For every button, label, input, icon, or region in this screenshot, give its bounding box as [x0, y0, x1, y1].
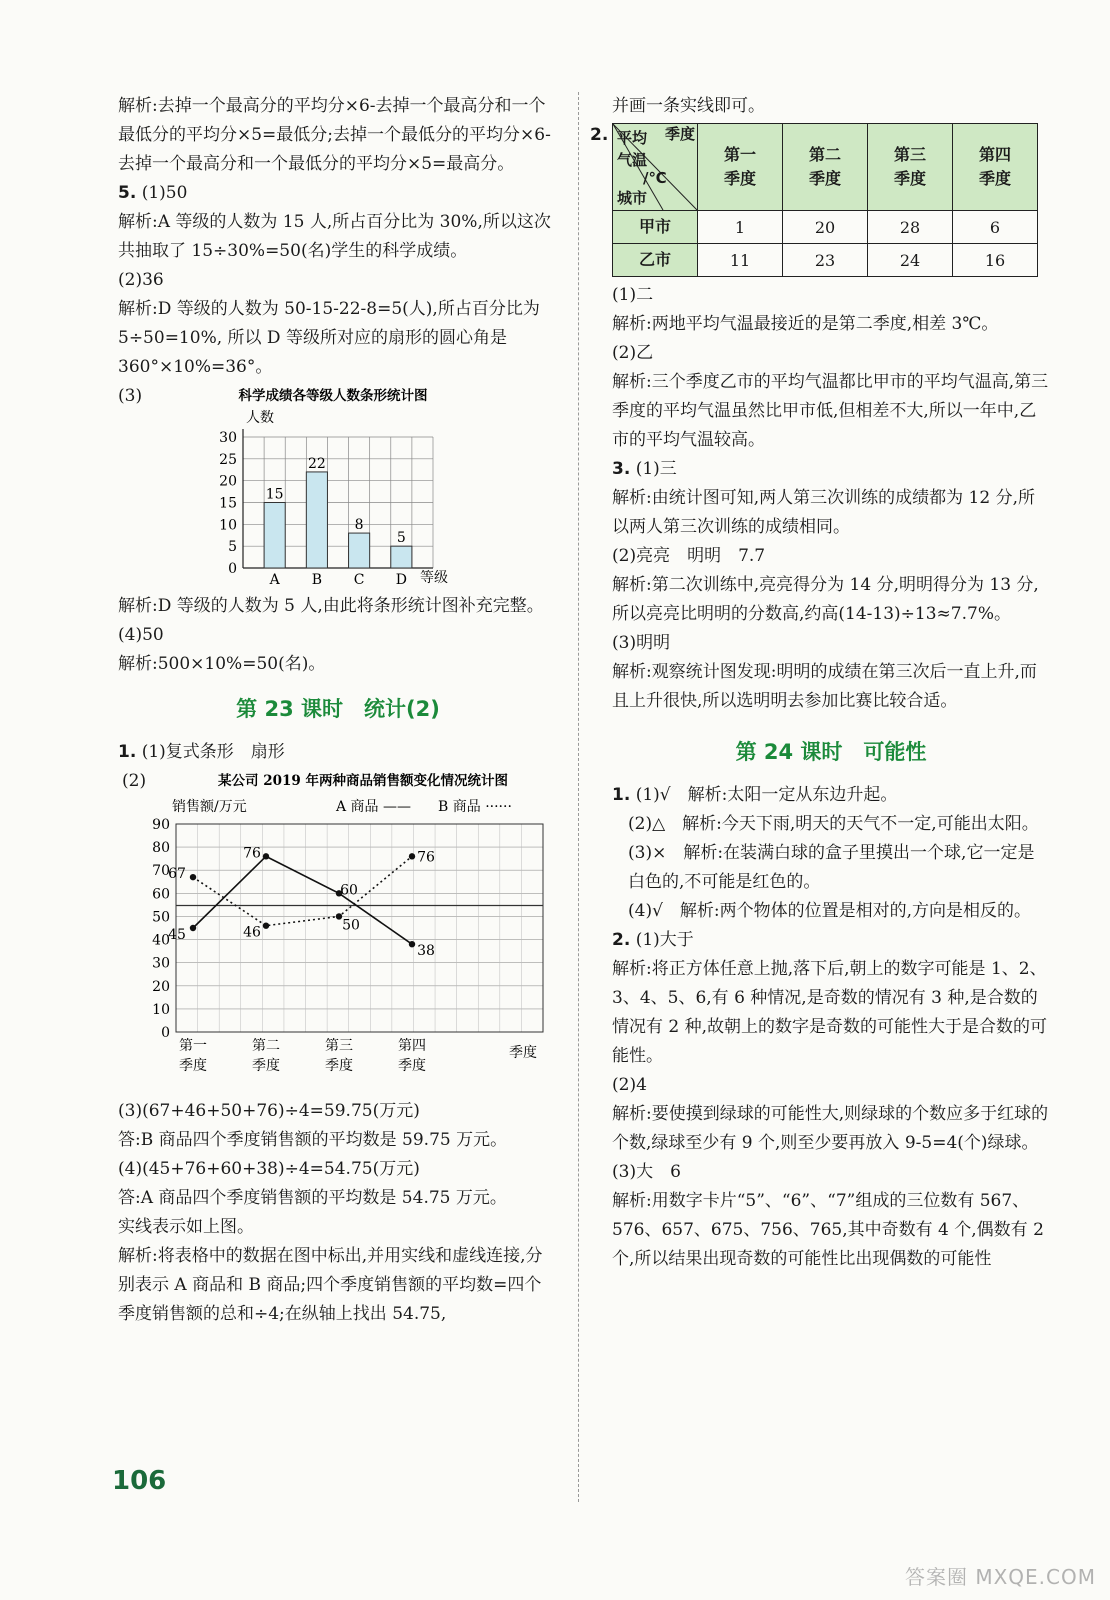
bar-value-label: 22: [307, 455, 326, 472]
s23-q1-part3-answer: 答:B 商品四个季度销售额的平均数是 59.75 万元。: [118, 1130, 508, 1150]
q3-part2-explanation: 解析:第二次训练中,亮亮得分为 14 分,明明得分为 13 分,所以亮亮比明明的分数高,约高(14-13)÷13≈7.7%。: [612, 575, 1039, 624]
line-point-label: 50: [342, 917, 360, 934]
section-title-24: 第 24 课时 可能性: [735, 740, 927, 764]
column-divider: [578, 92, 579, 1502]
bar-value-label: 5: [396, 530, 406, 547]
line-y-tick-label: 20: [152, 978, 170, 995]
line-y-tick-label: 90: [152, 817, 170, 833]
watermark: 答案圈 MXQE.COM: [904, 1565, 1096, 1589]
q2-part1-explanation: 解析:两地平均气温最接近的是第二季度,相差 3℃。: [612, 314, 999, 334]
table-city-cell: 乙市: [613, 244, 698, 277]
q5-number: 5.: [118, 183, 137, 203]
q3-part3-explanation: 解析:观察统计图发现:明明的成绩在第三次后一直上升,而且上升很快,所以选明明去参加比赛比较合适。: [612, 662, 1037, 711]
q3-part1-explanation: 解析:由统计图可知,两人第三次训练的成绩都为 12 分,所以两人第三次训练的成绩相同。: [612, 488, 1035, 537]
table-header-row: [613, 124, 1038, 211]
line-x-tick-label: 第三: [325, 1038, 353, 1054]
q5-part3-explanation: 解析:D 等级的人数为 5 人,由此将条形统计图补充完整。: [118, 596, 544, 616]
bar-chart-xlabel: 等级: [420, 570, 448, 586]
s23-q1-part3: (3)(67+46+50+76)÷4=59.75(万元): [118, 1101, 420, 1121]
table-header-q2-text: 第二季度: [808, 145, 841, 188]
q2-part1-answer: (1)二: [612, 285, 654, 305]
q5-part3-label: (3): [118, 386, 143, 406]
table-header-q2: [783, 124, 868, 211]
bar-D: [391, 546, 412, 568]
line-chart-legend-b: B 商品 ······: [438, 799, 512, 815]
bar-category-label: D: [395, 572, 407, 588]
table-cell: 24: [868, 244, 953, 277]
q3-part1-text: (1)三: [635, 459, 677, 479]
s24-q2-part1-text: (1)大于: [635, 930, 694, 950]
table-header-q1-text: 第一季度: [723, 145, 756, 188]
s24-q1-number: 1.: [612, 785, 631, 805]
series-a-point: [190, 925, 196, 931]
page-number: 106: [112, 1466, 167, 1496]
corner-city-label: 城市: [617, 189, 648, 207]
s24-q2-part3-explanation: 解析:用数字卡片“5”、“6”、“7”组成的三位数有 567、576、657、675、756、765,其中奇数有 4 个,偶数有 2 个,所以结果出现奇数的可能性比出现偶数的可能性: [612, 1191, 1044, 1269]
temperature-table: [612, 123, 1038, 277]
line-chart-legend-a: A 商品 ——: [336, 799, 412, 815]
line-point-label: 45: [168, 927, 186, 943]
line-point-label: 46: [243, 924, 261, 941]
right-column: [590, 92, 1050, 1274]
table-corner-cell: [613, 124, 698, 211]
q4-explanation: 解析:去掉一个最高分的平均分×6-去掉一个最高分和一个最低分的平均分×5=最低分;去掉一个最低分的平均分×6-去掉一个最高分和一个最低分的平均分×5=最高分。: [118, 96, 551, 174]
line-point-label: 76: [417, 849, 435, 866]
bar-y-tick-label: 25: [219, 451, 237, 468]
q3-part1-answer: [612, 455, 1050, 484]
q2-part2-explanation: 解析:三个季度乙市的平均气温都比甲市的平均气温高,第三季度的平均气温虽然比甲市低,但相差不大,所以一年中,乙市的平均气温较高。: [612, 372, 1049, 450]
table-header-q3-text: 第三季度: [893, 145, 926, 188]
s23-q1-part4-answer: 答:A 商品四个季度销售额的平均数是 54.75 万元。: [118, 1188, 507, 1208]
q3-number: 3.: [612, 459, 631, 479]
bar-y-tick-label: 15: [219, 495, 237, 512]
s24-q1-item4: (4)√ 解析:两个物体的位置是相对的,方向是相反的。: [628, 901, 1032, 921]
line-point-label: 76: [243, 845, 261, 862]
line-chart-marks: [168, 845, 543, 959]
bar-y-tick-label: 10: [219, 517, 237, 534]
s23-q1-part1: [118, 738, 558, 767]
line-x-tick-label: 第一: [179, 1038, 207, 1054]
corner-temp-label: 气温: [617, 151, 648, 169]
q5-part1-explanation: 解析:A 等级的人数为 15 人,所占百分比为 30%,所以这次共抽取了 15÷30%=50(名)学生的科学成绩。: [118, 212, 551, 261]
bar-A: [264, 503, 285, 569]
line-chart-grid: [152, 817, 543, 1074]
s24-q2-part1-answer: [612, 926, 1050, 955]
line-y-tick-label: 0: [161, 1025, 170, 1041]
bar-chart-ylabel: 人数: [246, 410, 274, 426]
series-b-line: [193, 856, 412, 925]
series-a-point: [409, 941, 415, 947]
line-x-tick-label-2: 季度: [179, 1058, 207, 1074]
q5-part1-answer: [118, 179, 558, 208]
bar-value-label: 8: [354, 517, 364, 534]
line-y-tick-label: 30: [152, 955, 170, 972]
table-cell: 6: [953, 211, 1038, 244]
s23-q1-part4-note: 实线表示如上图。: [118, 1217, 254, 1237]
s23-q1-part2-block: [118, 767, 558, 1097]
s24-q1-item1: [612, 781, 1050, 810]
s24-q1-item1-text: (1)√ 解析:太阳一定从东边升起。: [635, 785, 898, 805]
s23-q1-number: 1.: [118, 742, 137, 762]
s23-q1-part1-text: (1)复式条形 扇形: [141, 742, 285, 762]
line-x-tick-label: 第四: [398, 1038, 426, 1054]
q2-number: 2.: [590, 125, 609, 145]
corner-top-label: 季度: [664, 125, 695, 143]
bar-chart: [118, 382, 558, 592]
table-cell: 1: [698, 211, 783, 244]
series-b-point: [263, 922, 269, 928]
s23-q1-explanation: 解析:将表格中的数据在图中标出,并用实线和虚线连接,分别表示 A 商品和 B 商品;四个季度销售额的平均数=四个季度销售额的总和÷4;在纵轴上找出 54.75,: [118, 1246, 543, 1324]
line-x-tick-label-2: 季度: [325, 1058, 353, 1074]
s24-q2-part3-answer: (3)大 6: [612, 1162, 681, 1182]
table-city-cell: 甲市: [613, 211, 698, 244]
line-chart-xlabel: 季度: [509, 1045, 537, 1061]
series-a-point: [263, 853, 269, 859]
bar-y-tick-label: 5: [228, 539, 237, 556]
s24-q2-part2-answer: (2)4: [612, 1075, 647, 1095]
table-cell: 20: [783, 211, 868, 244]
bar-value-label: 15: [265, 486, 284, 503]
line-y-tick-label: 40: [152, 932, 170, 949]
s23-q1-part2-label: (2): [122, 771, 147, 791]
line-x-tick-label: 第二: [252, 1038, 280, 1054]
table-row: [613, 244, 1038, 277]
line-y-tick-label: 80: [152, 840, 170, 857]
bar-category-label: A: [269, 572, 280, 588]
corner-avg-label: 平均: [617, 129, 648, 147]
bar-C: [349, 533, 370, 568]
s24-q2-part1-explanation: 解析:将正方体任意上抛,落下后,朝上的数字可能是 1、2、3、4、5、6,有 6 种情况,是奇数的情况有 3 种,是合数的情况有 2 种,故朝上的数字是奇数的可能性大于是合数的可能性。: [612, 959, 1048, 1066]
line-y-tick-label: 60: [152, 886, 170, 903]
q5-part4-explanation: 解析:500×10%=50(名)。: [118, 654, 326, 674]
line-point-label: 60: [340, 882, 358, 899]
q3-part2-answer: (2)亮亮 明明 7.7: [612, 546, 766, 566]
bar-y-tick-label: 0: [228, 561, 237, 577]
series-a-line: [193, 856, 412, 944]
line-point-label: 67: [168, 866, 186, 883]
s24-q2-number: 2.: [612, 930, 631, 950]
bar-B: [306, 472, 327, 568]
series-b-point: [190, 874, 196, 880]
corner-unit-label: /℃: [643, 169, 667, 187]
q5-part4-answer: (4)50: [118, 625, 164, 645]
q2-part2-answer: (2)乙: [612, 343, 654, 363]
table-cell: 16: [953, 244, 1038, 277]
q3-part3-answer: (3)明明: [612, 633, 671, 653]
q5-part2-explanation: 解析:D 等级的人数为 50-15-22-8=5(人),所占百分比为 5÷50=10%, 所以 D 等级所对应的扇形的圆心角是 360°×10%=36°。: [118, 299, 540, 377]
s24-q2-part2-explanation: 解析:要使摸到绿球的可能性大,则绿球的个数应多于红球的个数,绿球至少有 9 个,则至少要再放入 9-5=4(个)绿球。: [612, 1104, 1049, 1153]
table-header-q4: [953, 124, 1038, 211]
line-x-tick-label-2: 季度: [398, 1058, 426, 1074]
line-y-tick-label: 70: [152, 863, 170, 880]
s23-q1-part4: (4)(45+76+60+38)÷4=54.75(万元): [118, 1159, 420, 1179]
line-chart-ylabel: 销售额/万元: [172, 799, 247, 815]
table-cell: 28: [868, 211, 953, 244]
q5-part1-text: (1)50: [141, 183, 188, 203]
section-title-23: 第 23 课时 统计(2): [236, 697, 440, 721]
line-x-tick-label-2: 季度: [252, 1058, 280, 1074]
s24-q1-item2: (2)△ 解析:今天下雨,明天的天气不一定,可能出太阳。: [628, 814, 1039, 834]
series-b-point: [409, 853, 415, 859]
q5-part2-answer: (2)36: [118, 270, 164, 290]
bar-y-tick-label: 30: [219, 430, 237, 446]
line-y-tick-label: 10: [152, 1001, 170, 1018]
table-cell: 11: [698, 244, 783, 277]
q2-table-block: [590, 121, 1050, 281]
left-column: [118, 92, 558, 1329]
table-header-q1: [698, 124, 783, 211]
line-chart-title: 某公司 2019 年两种商品销售额变化情况统计图: [218, 773, 508, 789]
bar-y-tick-label: 20: [219, 473, 237, 490]
table-header-q3: [868, 124, 953, 211]
bar-category-label: B: [311, 572, 323, 588]
line-chart: [118, 767, 558, 1097]
table-cell: 23: [783, 244, 868, 277]
line-y-tick-label: 50: [152, 909, 170, 926]
bar-category-label: C: [353, 572, 365, 588]
line-point-label: 38: [417, 943, 435, 960]
table-row: [613, 211, 1038, 244]
table-header-q4-text: 第四季度: [978, 145, 1011, 188]
bar-chart-title: 科学成绩各等级人数条形统计图: [238, 388, 428, 404]
continuation-text: 并画一条实线即可。: [612, 96, 765, 116]
q5-part3-block: [118, 382, 558, 592]
s24-q1-item3: (3)× 解析:在装满白球的盒子里摸出一个球,它一定是白色的,不可能是红色的。: [628, 843, 1035, 892]
